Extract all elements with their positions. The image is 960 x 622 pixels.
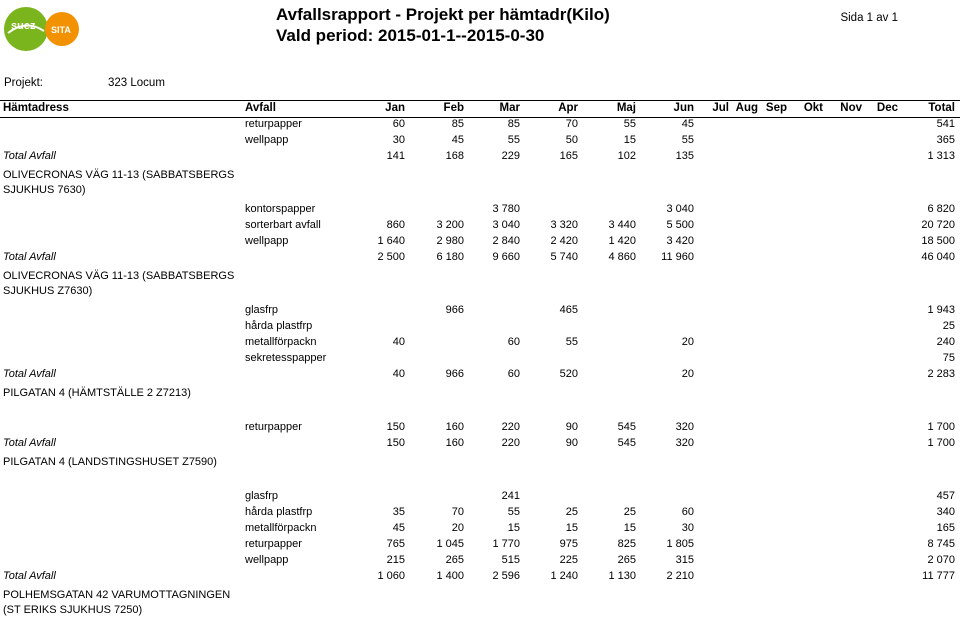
cell-feb: 160: [445, 437, 464, 449]
logo-text-suez: suez: [11, 20, 36, 32]
waste-type: sorterbart avfall: [245, 219, 321, 231]
table-row: [0, 335, 960, 351]
cell-mar: 85: [507, 118, 520, 130]
table-row: [0, 537, 960, 553]
cell-total: 18 500: [921, 235, 955, 247]
waste-type: returpapper: [245, 421, 302, 433]
cell-maj: 545: [617, 421, 636, 433]
cell-feb: 20: [451, 522, 464, 534]
cell-jan: 1 640: [377, 235, 405, 247]
total-label: Total Avfall: [3, 570, 56, 582]
cell-feb: 3 200: [436, 219, 464, 231]
cell-apr: 520: [559, 368, 578, 380]
cell-maj: 102: [617, 150, 636, 162]
cell-jun: 3 420: [666, 235, 694, 247]
cell-apr: 55: [565, 336, 578, 348]
page-info: Sida 1 av 1: [840, 12, 898, 24]
cell-total: 11 777: [922, 570, 955, 582]
cell-maj: 1 420: [608, 235, 636, 247]
table-row: [0, 133, 960, 149]
total-label: Total Avfall: [3, 368, 56, 380]
project-label: Projekt:: [4, 77, 43, 89]
table-row: [0, 420, 960, 436]
cell-maj: 265: [617, 554, 636, 566]
cell-total: 541: [936, 118, 955, 130]
waste-type: glasfrp: [245, 304, 279, 316]
cell-total: 165: [936, 522, 955, 534]
cell-jan: 40: [392, 336, 405, 348]
cell-jun: 320: [675, 421, 694, 433]
cell-feb: 1 045: [436, 538, 464, 550]
table-row: [0, 489, 960, 505]
col-month-okt: Okt: [803, 102, 823, 114]
col-month-mar: Mar: [499, 102, 520, 114]
cell-apr: 3 320: [550, 219, 578, 231]
waste-type: metallförpackn: [245, 522, 317, 534]
cell-total: 6 820: [927, 203, 955, 215]
cell-jun: 11 960: [661, 251, 694, 263]
col-month-maj: Maj: [616, 102, 636, 114]
cell-feb: 966: [445, 304, 464, 316]
waste-type: wellpapp: [245, 235, 289, 247]
col-month-apr: Apr: [558, 102, 578, 114]
cell-mar: 2 840: [492, 235, 520, 247]
cell-maj: 15: [623, 134, 636, 146]
cell-total: 2 283: [927, 368, 955, 380]
cell-jun: 20: [681, 368, 694, 380]
total-row: [0, 250, 960, 266]
cell-jan: 215: [386, 554, 405, 566]
cell-jun: 2 210: [666, 570, 694, 582]
cell-total: 340: [936, 506, 955, 518]
cell-jan: 150: [386, 437, 405, 449]
cell-mar: 3 780: [492, 203, 520, 215]
cell-total: 1 700: [927, 421, 955, 433]
col-month-sep: Sep: [765, 102, 787, 114]
total-label: Total Avfall: [3, 251, 56, 263]
table-header: [0, 100, 960, 118]
cell-jun: 1 805: [666, 538, 694, 550]
col-total: Total: [928, 102, 955, 114]
cell-jun: 320: [675, 437, 694, 449]
table-row: [0, 218, 960, 234]
cell-maj: 15: [623, 522, 636, 534]
project-value: 323 Locum: [108, 77, 165, 89]
cell-apr: 25: [565, 506, 578, 518]
location-row: [0, 383, 960, 420]
cell-feb: 85: [451, 118, 464, 130]
waste-type: returpapper: [245, 118, 302, 130]
cell-maj: 825: [617, 538, 636, 550]
col-month-feb: Feb: [443, 102, 464, 114]
waste-type: wellpapp: [245, 554, 289, 566]
col-hamtadress: Hämtadress: [3, 102, 69, 114]
table-row: [0, 202, 960, 218]
cell-mar: 1 770: [492, 538, 520, 550]
cell-jun: 60: [681, 506, 694, 518]
cell-jun: 315: [675, 554, 694, 566]
cell-jan: 765: [386, 538, 405, 550]
cell-maj: 3 440: [608, 219, 636, 231]
cell-total: 365: [936, 134, 955, 146]
total-row: [0, 367, 960, 383]
cell-jan: 30: [392, 134, 405, 146]
cell-jun: 55: [681, 134, 694, 146]
cell-feb: 2 980: [436, 235, 464, 247]
cell-total: 240: [936, 336, 955, 348]
cell-apr: 2 420: [550, 235, 578, 247]
cell-mar: 55: [507, 506, 520, 518]
waste-type: hårda plastfrp: [245, 506, 313, 518]
cell-apr: 90: [565, 437, 578, 449]
cell-feb: 265: [445, 554, 464, 566]
waste-type: kontorspapper: [245, 203, 316, 215]
location-row: [0, 585, 960, 622]
cell-total: 457: [936, 490, 955, 502]
location-name: PILGATAN 4 (HÄMTSTÄLLE 2 Z7213): [3, 387, 191, 399]
cell-total: 1 700: [927, 437, 955, 449]
report-period: Vald period: 2015-01-1--2015-0-30: [276, 26, 545, 45]
report-title: [276, 4, 610, 46]
cell-apr: 90: [565, 421, 578, 433]
table-row: [0, 319, 960, 335]
cell-jan: 1 060: [377, 570, 405, 582]
logo-text-sita: SITA: [51, 25, 71, 35]
table-row: [0, 234, 960, 250]
cell-apr: 15: [565, 522, 578, 534]
cell-total: 20 720: [921, 219, 955, 231]
cell-apr: 225: [559, 554, 578, 566]
total-row: [0, 436, 960, 452]
cell-mar: 60: [507, 368, 520, 380]
cell-jun: 45: [681, 118, 694, 130]
location-row: [0, 452, 960, 489]
cell-jun: 20: [681, 336, 694, 348]
cell-mar: 15: [507, 522, 520, 534]
cell-jan: 2 500: [377, 251, 405, 263]
cell-maj: 4 860: [608, 251, 636, 263]
location-name: OLIVECRONAS VÄG 11-13 (SABBATSBERGS SJUKHUS 7630): [3, 169, 235, 196]
cell-apr: 465: [559, 304, 578, 316]
cell-apr: 70: [565, 118, 578, 130]
cell-total: 75: [942, 352, 955, 364]
cell-jun: 3 040: [666, 203, 694, 215]
cell-jan: 35: [392, 506, 405, 518]
col-avfall: Avfall: [245, 102, 276, 114]
cell-jan: 40: [392, 368, 405, 380]
cell-jan: 141: [386, 150, 405, 162]
cell-feb: 1 400: [436, 570, 464, 582]
cell-mar: 60: [507, 336, 520, 348]
location-row: [0, 266, 960, 303]
cell-apr: 165: [559, 150, 578, 162]
cell-feb: 168: [445, 150, 464, 162]
company-logo: [2, 3, 80, 51]
cell-jun: 30: [681, 522, 694, 534]
cell-total: 1 943: [927, 304, 955, 316]
location-name: PILGATAN 4 (LANDSTINGSHUSET Z7590): [3, 456, 217, 468]
cell-maj: 1 130: [608, 570, 636, 582]
cell-jan: 150: [386, 421, 405, 433]
cell-mar: 3 040: [492, 219, 520, 231]
cell-mar: 241: [501, 490, 520, 502]
cell-apr: 50: [565, 134, 578, 146]
total-row: [0, 569, 960, 585]
cell-mar: 55: [507, 134, 520, 146]
cell-mar: 220: [501, 421, 520, 433]
table-row: [0, 505, 960, 521]
cell-maj: 545: [617, 437, 636, 449]
cell-apr: 1 240: [550, 570, 578, 582]
cell-apr: 975: [559, 538, 578, 550]
cell-jan: 860: [386, 219, 405, 231]
col-month-aug: Aug: [735, 102, 758, 114]
cell-mar: 220: [501, 437, 520, 449]
col-month-jan: Jan: [385, 102, 405, 114]
cell-total: 46 040: [921, 251, 955, 263]
cell-mar: 9 660: [492, 251, 520, 263]
total-row: [0, 149, 960, 165]
cell-jun: 135: [675, 150, 694, 162]
col-month-dec: Dec: [876, 102, 898, 114]
cell-total: 8 745: [927, 538, 955, 550]
location-row: [0, 165, 960, 202]
cell-jan: 60: [392, 118, 405, 130]
total-label: Total Avfall: [3, 150, 56, 162]
cell-mar: 2 596: [492, 570, 520, 582]
cell-apr: 5 740: [550, 251, 578, 263]
cell-mar: 515: [501, 554, 520, 566]
location-name: POLHEMSGATAN 42 VARUMOTTAGNINGEN (ST ERIKS SJUKHUS 7250): [3, 589, 231, 616]
table-row: [0, 553, 960, 569]
cell-jan: 45: [392, 522, 405, 534]
waste-type: glasfrp: [245, 490, 279, 502]
col-month-jun: Jun: [673, 102, 694, 114]
cell-feb: 966: [445, 368, 464, 380]
cell-total: 25: [942, 320, 955, 332]
col-month-nov: Nov: [840, 102, 862, 114]
cell-feb: 6 180: [436, 251, 464, 263]
table-row: [0, 521, 960, 537]
table-row: [0, 351, 960, 367]
col-month-jul: Jul: [712, 102, 729, 114]
waste-type: returpapper: [245, 538, 302, 550]
cell-feb: 45: [451, 134, 464, 146]
table-row: [0, 303, 960, 319]
cell-jun: 5 500: [666, 219, 694, 231]
cell-mar: 229: [501, 150, 520, 162]
cell-total: 1 313: [927, 150, 955, 162]
waste-type: wellpapp: [245, 134, 289, 146]
cell-feb: 160: [445, 421, 464, 433]
cell-maj: 25: [623, 506, 636, 518]
location-name: OLIVECRONAS VÄG 11-13 (SABBATSBERGS SJUKHUS Z7630): [3, 270, 235, 297]
table-row: [0, 117, 960, 133]
cell-feb: 70: [451, 506, 464, 518]
cell-total: 2 070: [927, 554, 955, 566]
waste-type: sekretesspapper: [245, 352, 327, 364]
cell-maj: 55: [623, 118, 636, 130]
waste-type: metallförpackn: [245, 336, 317, 348]
report-title-line1: Avfallsrapport - Projekt per hämtadr(Kilo): [276, 5, 610, 24]
total-label: Total Avfall: [3, 437, 56, 449]
waste-type: hårda plastfrp: [245, 320, 313, 332]
